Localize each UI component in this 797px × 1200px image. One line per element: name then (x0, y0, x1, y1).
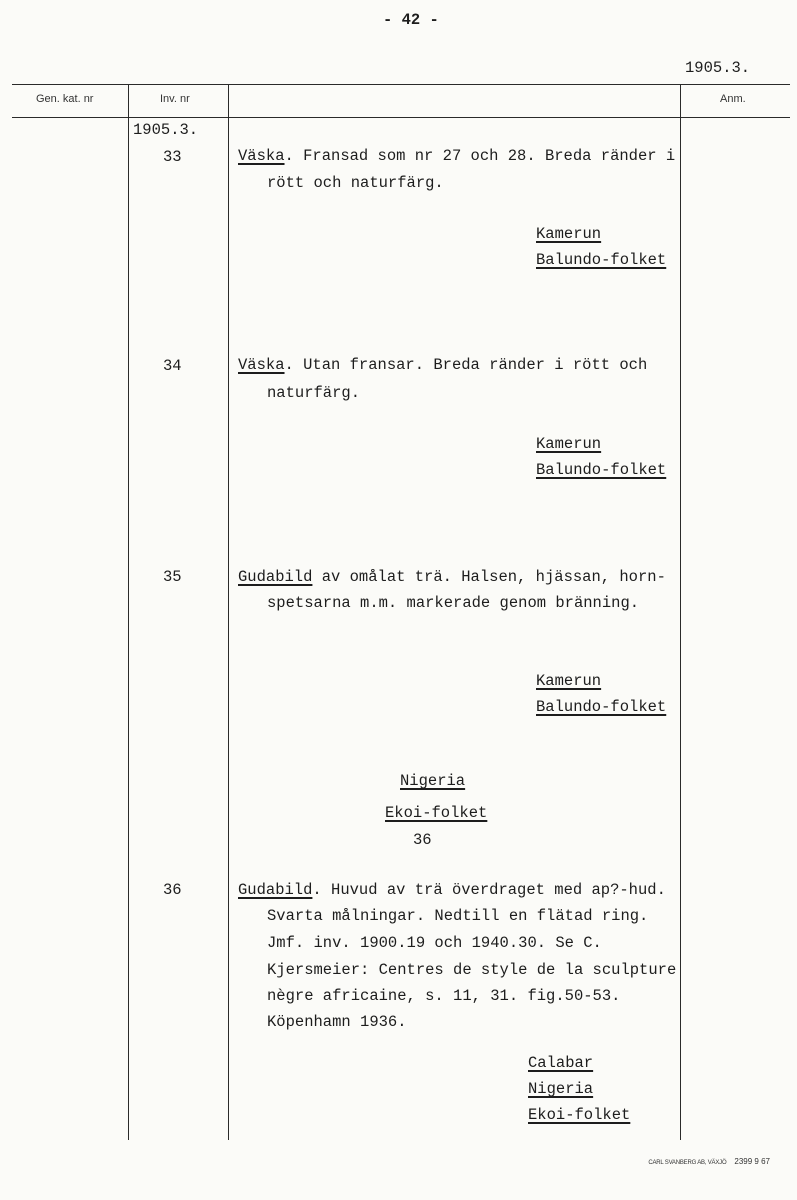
series-heading: 1905.3. (133, 121, 199, 139)
provenance-people: Balundo-folket (536, 251, 667, 269)
description-continuation: Svarta målningar. Nedtill en flätad ring. (267, 907, 649, 925)
note-people: Ekoi-folket (385, 804, 488, 822)
object-type: Gudabild (238, 881, 313, 899)
object-type: Väska (238, 356, 285, 374)
description-continuation: Köpenhamn 1936. (267, 1013, 407, 1031)
description-line (238, 567, 666, 587)
provenance-region: Kamerun (536, 225, 602, 243)
form-code: 2399 9 67 (734, 1157, 770, 1166)
description-continuation: naturfärg. (267, 384, 361, 402)
description-text: av omålat trä. Halsen, hjässan, horn- (312, 568, 666, 586)
provenance-region: Kamerun (536, 435, 602, 453)
description-continuation: Kjersmeier: Centres de style de la sculpture (267, 961, 677, 979)
note-region: Nigeria (400, 772, 466, 790)
provenance-region: Nigeria (528, 1080, 594, 1098)
provenance-place: Calabar (528, 1054, 594, 1072)
page-number: - 42 - (383, 11, 439, 29)
description-text: . Huvud av trä överdraget med ap?-hud. (312, 881, 666, 899)
series-reference: 1905.3. (685, 59, 751, 77)
description-line (238, 880, 666, 900)
inventory-number: 36 (163, 881, 182, 899)
column-header-gen-kat-nr: Gen. kat. nr (36, 93, 94, 105)
provenance-people: Balundo-folket (536, 461, 667, 479)
description-line (238, 146, 675, 166)
column-header-anm: Anm. (720, 93, 746, 105)
form-imprint (648, 1157, 770, 1166)
inventory-number: 34 (163, 357, 182, 375)
column-divider-inv (228, 84, 229, 1140)
inventory-number: 35 (163, 568, 182, 586)
printer-imprint: CARL SVANBERG AB, VÄXJÖ (648, 1160, 727, 1166)
provenance-region: Kamerun (536, 672, 602, 690)
description-continuation: Jmf. inv. 1900.19 och 1940.30. Se C. (267, 934, 602, 952)
description-text: . Fransad som nr 27 och 28. Breda ränder i (284, 147, 676, 165)
provenance-people: Balundo-folket (536, 698, 667, 716)
description-text: . Utan fransar. Breda ränder i rött och (284, 356, 648, 374)
description-continuation: rött och naturfärg. (267, 174, 444, 192)
description-continuation: nègre africaine, s. 11, 31. fig.50-53. (267, 987, 621, 1005)
note-reference: 36 (413, 831, 432, 849)
inventory-number: 33 (163, 148, 182, 166)
column-divider-gen-kat (128, 84, 129, 1140)
column-header-inv-nr: Inv. nr (160, 93, 190, 105)
description-line (238, 355, 647, 375)
description-continuation: spetsarna m.m. markerade genom bränning. (267, 594, 640, 612)
provenance-people: Ekoi-folket (528, 1106, 631, 1124)
object-type: Väska (238, 147, 285, 165)
column-divider-anm (680, 84, 681, 1140)
object-type: Gudabild (238, 568, 313, 586)
